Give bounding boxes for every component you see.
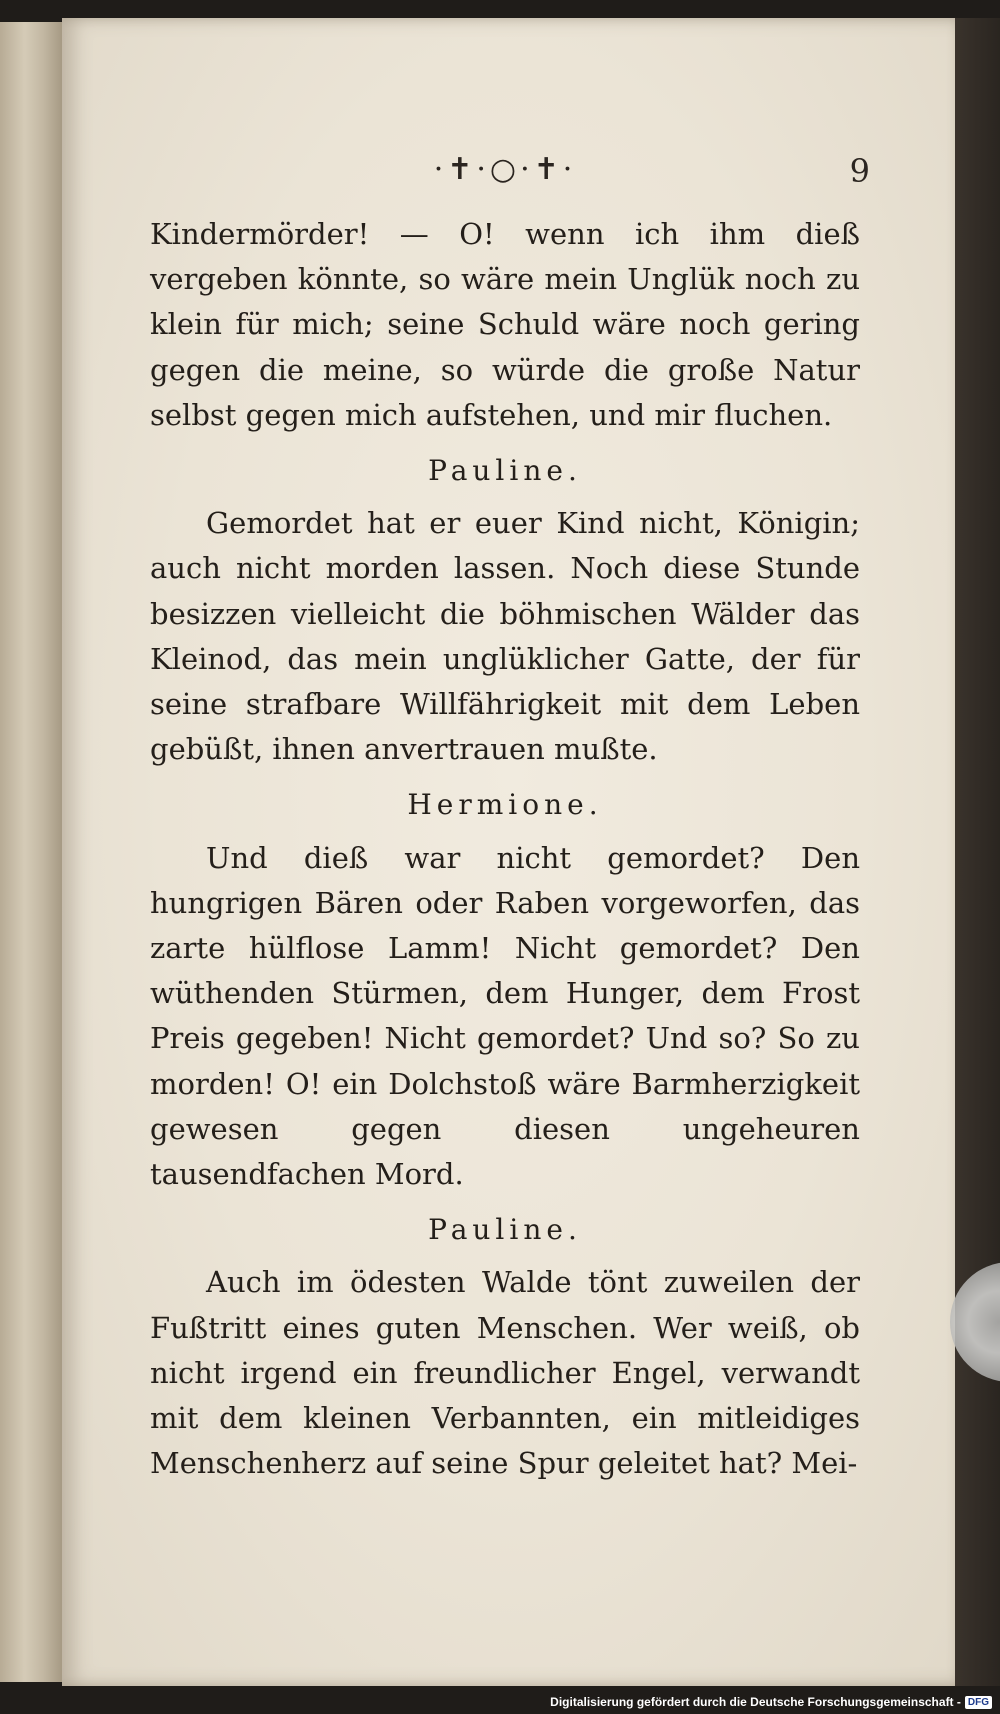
paragraph-2: Gemordet hat er euer Kind nicht, Königin; auch nicht morden lassen. Noch diese Stunde besizzen vielleicht die böhmischen Wälder das Kleinod, das mein unglüklicher Gatte, der für seine strafbare Willfährigkeit mit dem Leben gebüßt, ihnen anvertrauen mußte. (150, 506, 860, 767)
dfg-logo: DFG (965, 1696, 992, 1709)
speaker-heading-pauline-1: Pauline. (428, 454, 582, 488)
paragraph-3: Und dieß war nicht gemordet? Den hungrigen Bären oder Raben vorgeworfen, das zarte hülflose Lamm! Nicht gemordet? Den wüthenden Stürmen, dem Hunger, dem Frost Preis gegeben! Nicht gemordet? Und so? So zu morden! O! ein Dolchstoß wäre Barmherzigkeit gewesen gegen diesen ungeheuren tausendfachen Mord. (150, 840, 860, 1192)
paragraph-4: Auch im ödesten Walde tönt zuweilen der Fußtritt eines guten Menschen. Wer weiß, ob nicht irgend ein freundlicher Engel, verwandt mit dem kleinen Verbannten, ein mitleidiges Menschenherz auf seine Spur geleitet hat? Mei- (150, 1265, 860, 1481)
right-binding-shadow (955, 18, 1000, 1686)
page-number: 9 (849, 152, 870, 190)
speaker-heading-pauline-2: Pauline. (428, 1213, 582, 1247)
paragraph-1: Kindermörder! — O! wenn ich ihm dieß vergeben könnte, so wäre mein Unglük noch zu klein für mich; seine Schuld wäre noch gering gegen die meine, so würde die große Natur selbst gegen mich aufstehen, und mir fluchen. (150, 217, 860, 432)
speaker-heading-hermione: Hermione. (407, 788, 603, 822)
page-text (150, 212, 860, 1486)
credit-text: Digitalisierung gefördert durch die Deutsche Forschungsgemeinschaft - (550, 1695, 961, 1709)
running-head-ornament: ·✝·○·✝· (433, 152, 577, 187)
digitization-credit (550, 1692, 992, 1712)
left-page-edge (0, 22, 64, 1682)
